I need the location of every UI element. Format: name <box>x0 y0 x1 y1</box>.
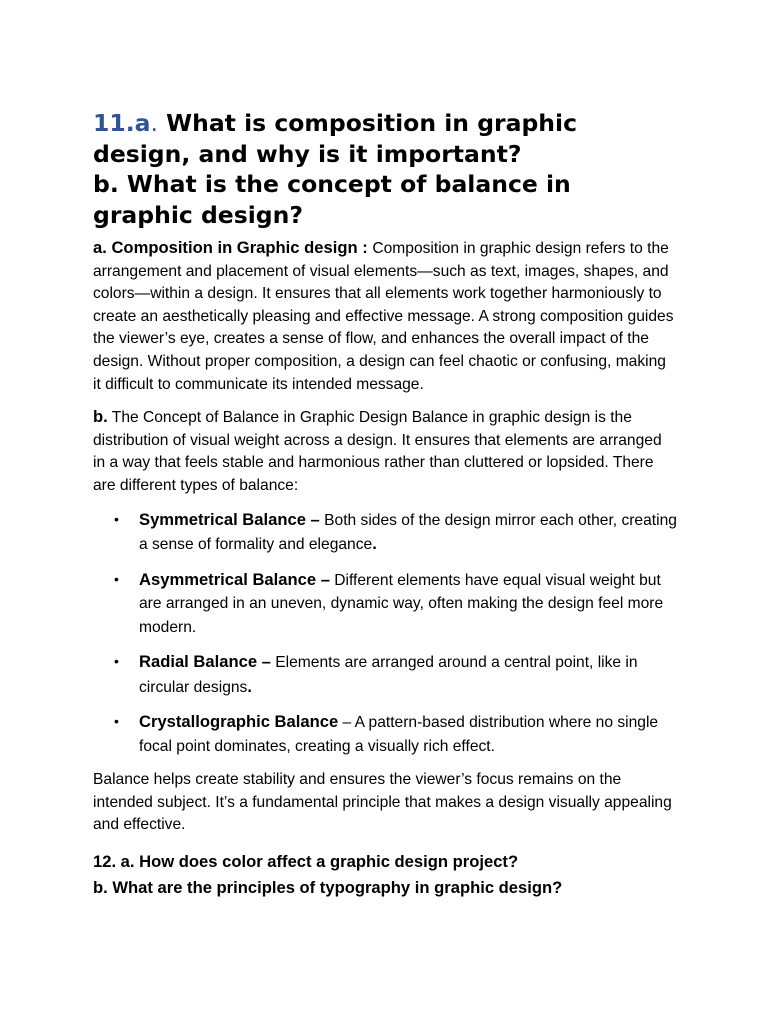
list-item <box>93 650 678 699</box>
balance-type-desc: Different elements have equal visual weight but are arranged in an uneven, dynamic way, often making the design feel more modern. <box>139 571 664 636</box>
balance-types-list <box>93 508 678 759</box>
question-12b-text: b. What are the principles of typography in graphic design? <box>93 877 563 897</box>
list-item <box>93 568 678 640</box>
balance-type-term: Radial Balance – <box>139 652 271 672</box>
list-item <box>93 710 678 758</box>
balance-type-term: Symmetrical Balance – <box>139 509 320 529</box>
conclusion-paragraph: Balance helps create stability and ensures the viewer’s focus remains on the intended subject. It’s a fundamental principle that makes a design visually appealing and effective. <box>93 771 672 834</box>
answer-b-lead: b. <box>93 407 108 427</box>
balance-type-end: . <box>247 676 252 696</box>
document-page <box>93 108 678 901</box>
answer-a-text: Composition in graphic design refers to the arrangement and placement of visual elements—such as text, images, shapes, and colors—within a design. It ensures that all elements work together harmoniously to create an aesthetically pleasing and effective message. A strong composition guides the viewer’s eye, creates a sense of flow, and enhances the overall impact of the design. Without proper composition, a design can feel chaotic or confusing, making it difficult to communicate its intended message. <box>93 240 674 393</box>
bullet-icon: • <box>114 570 119 587</box>
question-11-heading <box>93 108 678 230</box>
answer-a-paragraph <box>93 237 678 396</box>
answer-a-lead: a. Composition in Graphic design : <box>93 238 373 257</box>
balance-type-term: Crystallographic Balance <box>139 712 339 732</box>
balance-type-desc: Elements are arranged around a central point, like in circular designs <box>139 654 638 696</box>
question-11a-text: What is composition in graphic design, and why is it important? <box>93 109 578 168</box>
bullet-icon: • <box>114 510 119 527</box>
list-item <box>93 508 678 557</box>
question-number-dot: . <box>150 109 158 137</box>
bullet-icon: • <box>114 713 119 730</box>
question-11b-text: b. What is the concept of balance in graphic design? <box>93 170 571 229</box>
question-number: 11.a <box>93 109 151 137</box>
balance-type-desc: – A pattern-based distribution where no single focal point dominates, creating a visually rich effect. <box>139 714 659 755</box>
balance-type-desc: Both sides of the design mirror each other, creating a sense of formality and elegance <box>139 511 677 554</box>
question-12-heading <box>93 849 678 901</box>
bullet-icon: • <box>114 653 119 670</box>
balance-type-term: Asymmetrical Balance – <box>139 569 330 589</box>
answer-b-paragraph <box>93 406 678 497</box>
answer-b-text: The Concept of Balance in Graphic Design Balance in graphic design is the distribution of visual weight across a design. It ensures that elements are arranged in a way that feels stable and harmonious rather than cluttered or lopsided. There are different types of balance: <box>93 409 662 494</box>
balance-type-end: . <box>372 534 377 554</box>
question-12a-text: 12. a. How does color affect a graphic design project? <box>93 851 519 871</box>
